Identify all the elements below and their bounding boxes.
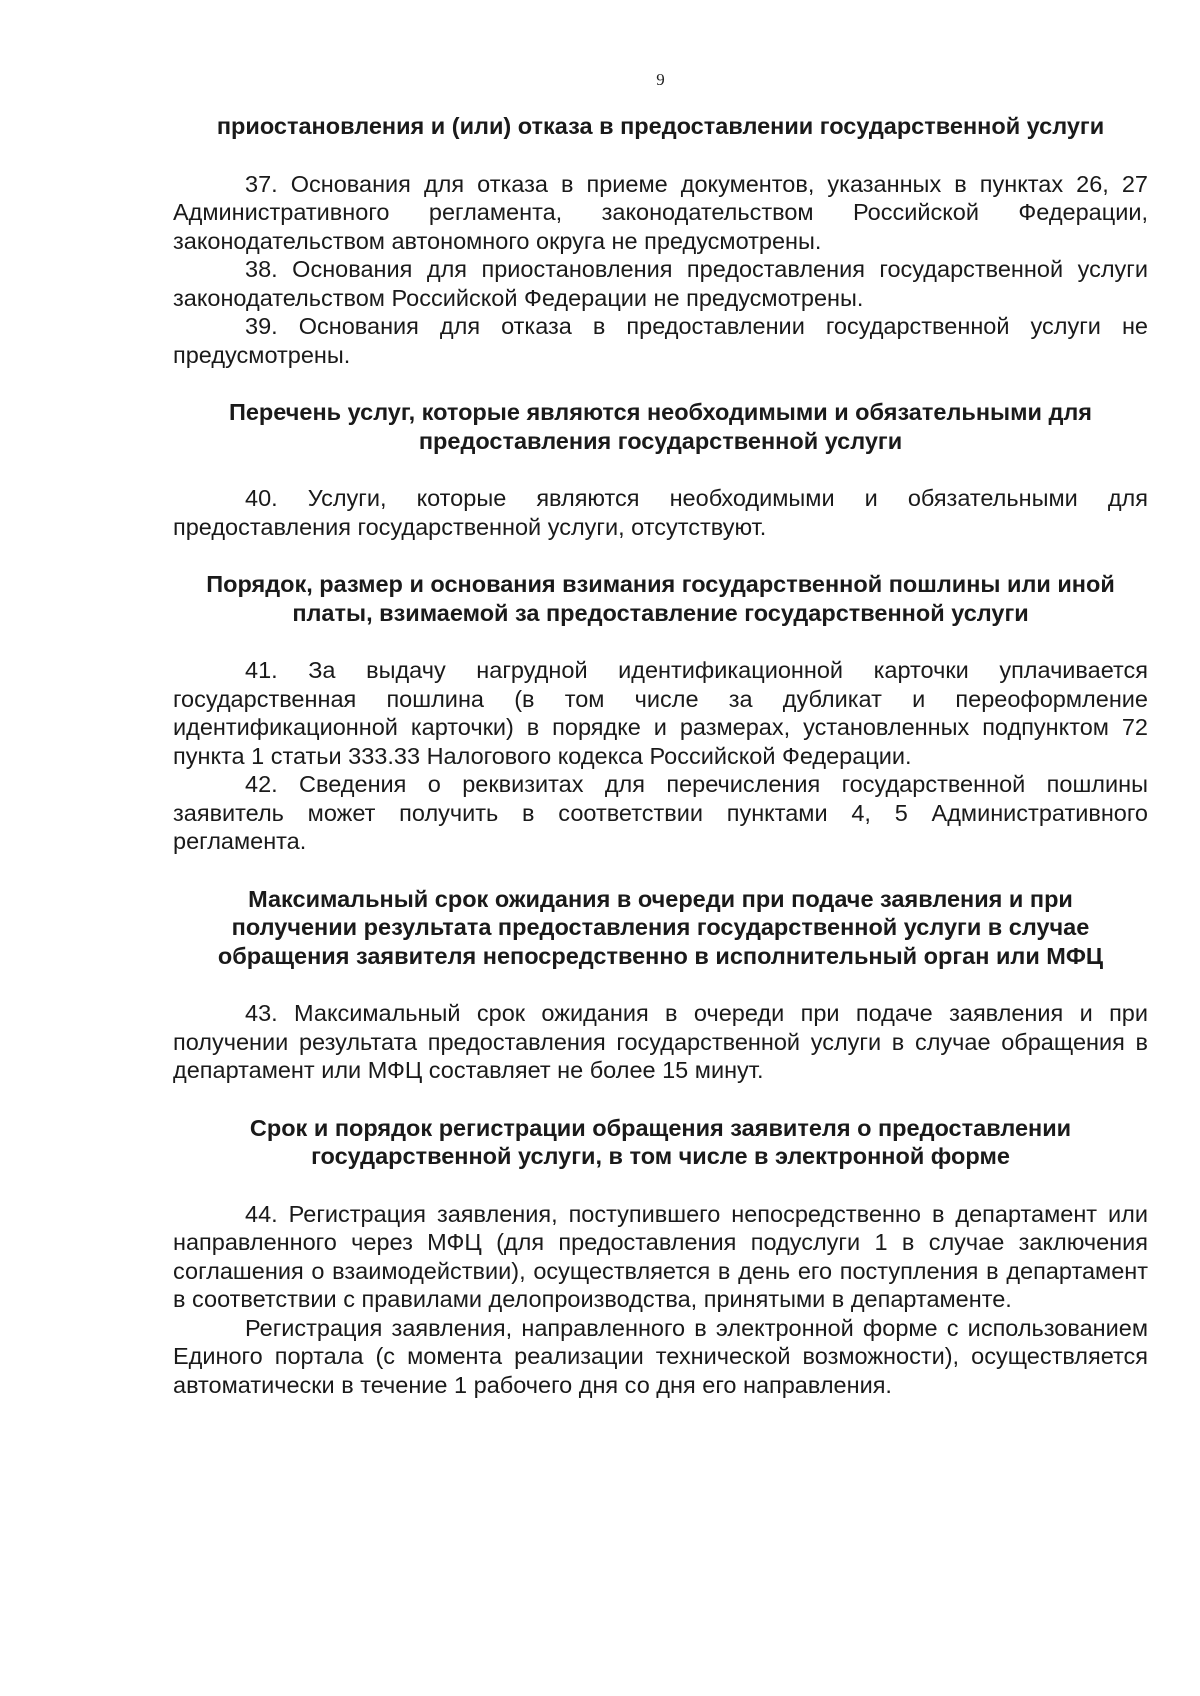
section-heading-registration: Срок и порядок регистрации обращения заявителя о предоставлении государственной услуги, в том числе в электронной форме xyxy=(249,1114,1072,1169)
paragraph-44-continued: Регистрация заявления, направленного в электронной форме с использованием Единого портала (с момента реализации технической возможности), осуществляется автоматически в течение 1 рабочего дня со дня его направления. xyxy=(173,1314,1148,1398)
section-heading-queue-time: Максимальный срок ожидания в очереди при подаче заявления и при получении результата предоставления государственной услуги в случае обращения заявителя непосредственно в исполнительный орган или МФЦ xyxy=(217,885,1104,969)
section-heading-suspension: приостановления и (или) отказа в предоставлении государственной услуги xyxy=(216,113,1105,139)
page-number: 9 xyxy=(656,70,665,89)
section-heading-required-services: Перечень услуг, которые являются необходимыми и обязательными для предоставления государственной услуги xyxy=(228,399,1093,454)
paragraph-40: 40. Услуги, которые являются необходимыми и обязательными для предоставления государственной услуги, отсутствуют. xyxy=(173,485,1148,540)
paragraph-39: 39. Основания для отказа в предоставлении государственной услуги не предусмотрены. xyxy=(173,313,1148,368)
paragraph-44: 44. Регистрация заявления, поступившего непосредственно в департамент или направленного через МФЦ (для предоставления подуслуги 1 в случае заключения соглашения о взаимодействии), осуществляется в день его поступления в департамент в соответствии с правилами делопроизводства, принятыми в департаменте. xyxy=(173,1200,1148,1312)
paragraph-43: 43. Максимальный срок ожидания в очереди при подаче заявления и при получении результата предоставления государственной услуги в случае обращения в департамент или МФЦ составляет не более 15 минут. xyxy=(173,1000,1148,1083)
document-page xyxy=(173,70,1148,1399)
paragraph-37: 37. Основания для отказа в приеме документов, указанных в пунктах 26, 27 Административного регламента, законодательством Российской Федерации, законодательством автономного округа не предусмотрены. xyxy=(173,170,1148,254)
paragraph-41: 41. За выдачу нагрудной идентификационной карточки уплачивается государственная пошлина (в том числе за дубликат и переоформление идентификационной карточки) в порядке и размерах, установленных подпунктом 72 пункта 1 статьи 333.33 Налогового кодекса Российской Федерации. xyxy=(173,657,1148,769)
section-heading-state-fee: Порядок, размер и основания взимания государственной пошлины или иной платы, взимаемой за предоставление государственной услуги xyxy=(206,571,1115,626)
paragraph-42: 42. Сведения о реквизитах для перечисления государственной пошлины заявитель может получить в соответствии пунктами 4, 5 Административного регламента. xyxy=(173,771,1148,854)
paragraph-38: 38. Основания для приостановления предоставления государственной услуги законодательством Российской Федерации не предусмотрены. xyxy=(173,256,1148,311)
